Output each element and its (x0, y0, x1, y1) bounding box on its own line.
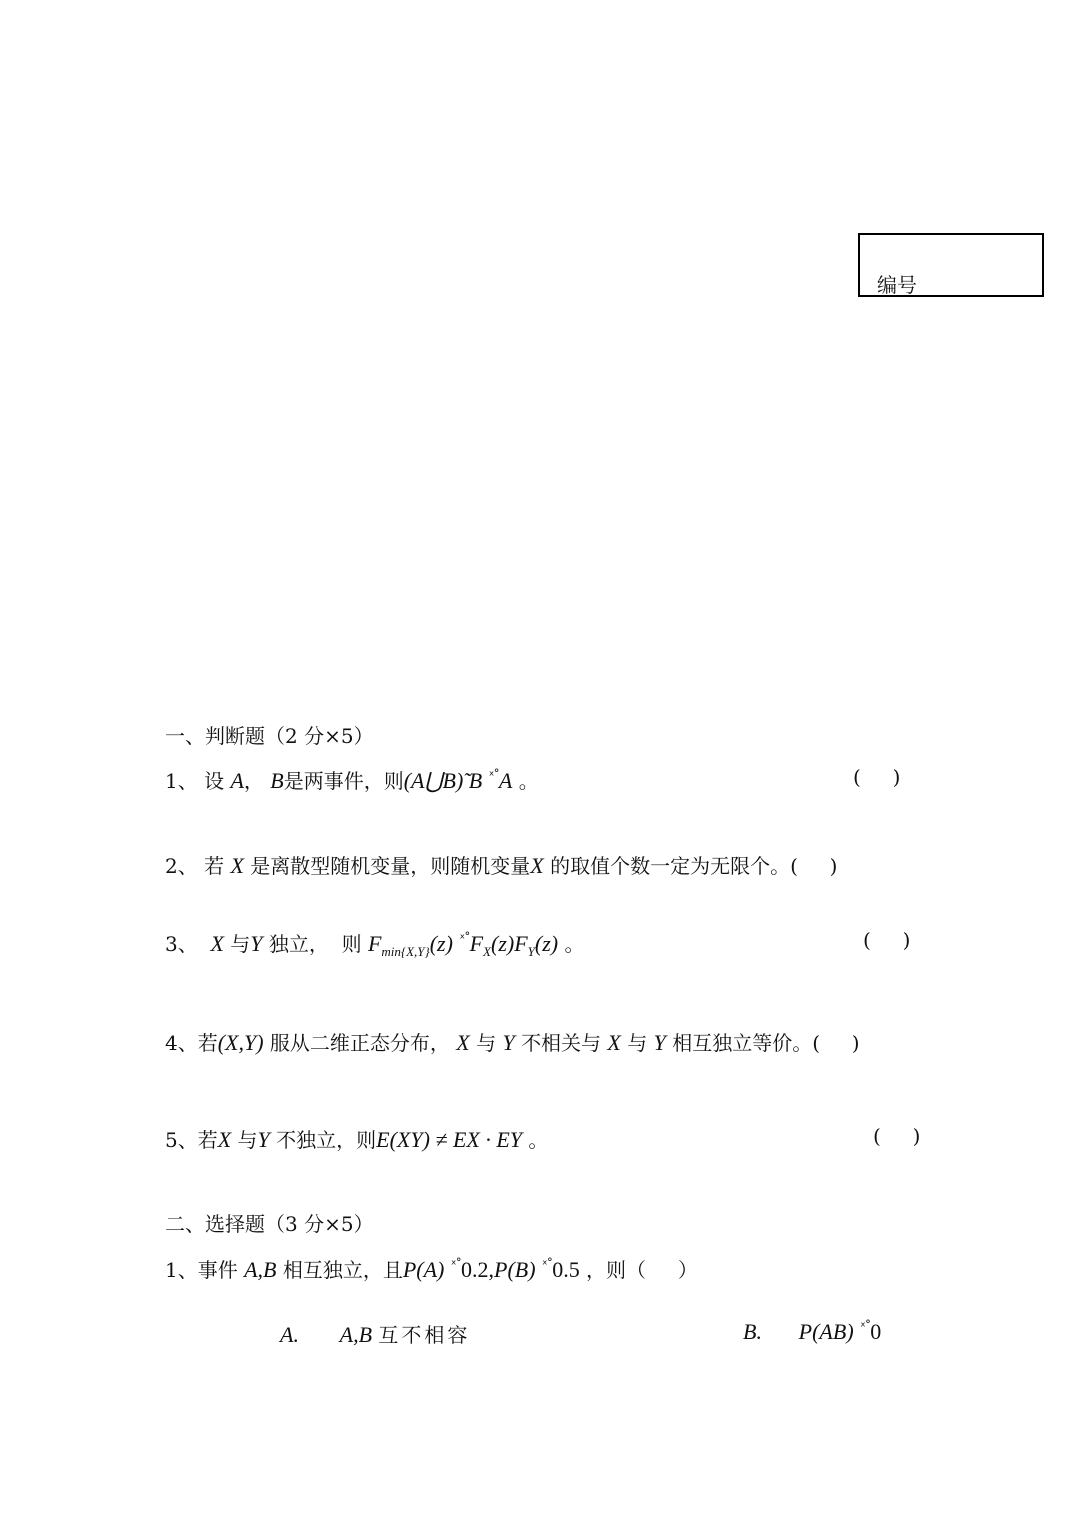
answer-blank-4[interactable]: ( ) (812, 1031, 860, 1055)
broken-glyph-icon: ˣ˚ (541, 1258, 553, 1273)
judge-question-4: 4、若(X,Y) 服从二维正态分布， X 与 Y 不相关与 X 与 Y 相互独立等价。( ) (165, 1030, 860, 1055)
answer-blank-choice-1[interactable]: ，则（ ） (586, 1258, 698, 1282)
judge-question-1: 1、 设 A， B是两事件，则(A⋃B)̃ B $^{ˣ˚}$A 。 (165, 768, 539, 793)
section1-title: 一、判断题（2 分×5） (165, 724, 374, 748)
option-a[interactable]: A. A,B 互不相容 (280, 1322, 471, 1347)
judge-question-5: 5、若X 与Y 不独立，则E(XY) ≠ EX · EY 。 (165, 1127, 549, 1152)
answer-blank-1[interactable]: ( ) (853, 765, 901, 789)
broken-glyph-icon: ˣ˚ (459, 932, 470, 947)
section2-title: 二、选择题（3 分×5） (165, 1212, 374, 1236)
judge-question-2: 2、 若 X 是离散型随机变量，则随机变量X 的取值个数一定为无限个。( ) (165, 853, 838, 878)
number-box-label: 编号 (877, 273, 917, 297)
judge-question-3: 3、 X 与Y 独立， 则 $F_{min\{X,Y\}}(z)$ $^{ˣ˚}F_X(z)F_Y(z)$ 。 (165, 931, 585, 959)
broken-glyph-icon: ˣ˚ (488, 769, 499, 784)
broken-glyph-icon: ˣ˚ (450, 1258, 462, 1273)
answer-blank-3[interactable]: ( ) (863, 928, 911, 952)
number-box (858, 233, 1044, 297)
choice-question-1: 1、事件 A,B 相互独立，且P(A) $^{ˣ˚}$0.2,P(B) $^{ˣ˚}$0.5 ，则（ ） (165, 1257, 698, 1282)
option-b[interactable]: B. P(AB) $^{ˣ˚}$0 (743, 1319, 882, 1344)
broken-glyph-icon: ˣ˚ (860, 1320, 871, 1335)
answer-blank-5[interactable]: ( ) (873, 1124, 921, 1148)
answer-blank-2[interactable]: ( ) (790, 854, 838, 878)
